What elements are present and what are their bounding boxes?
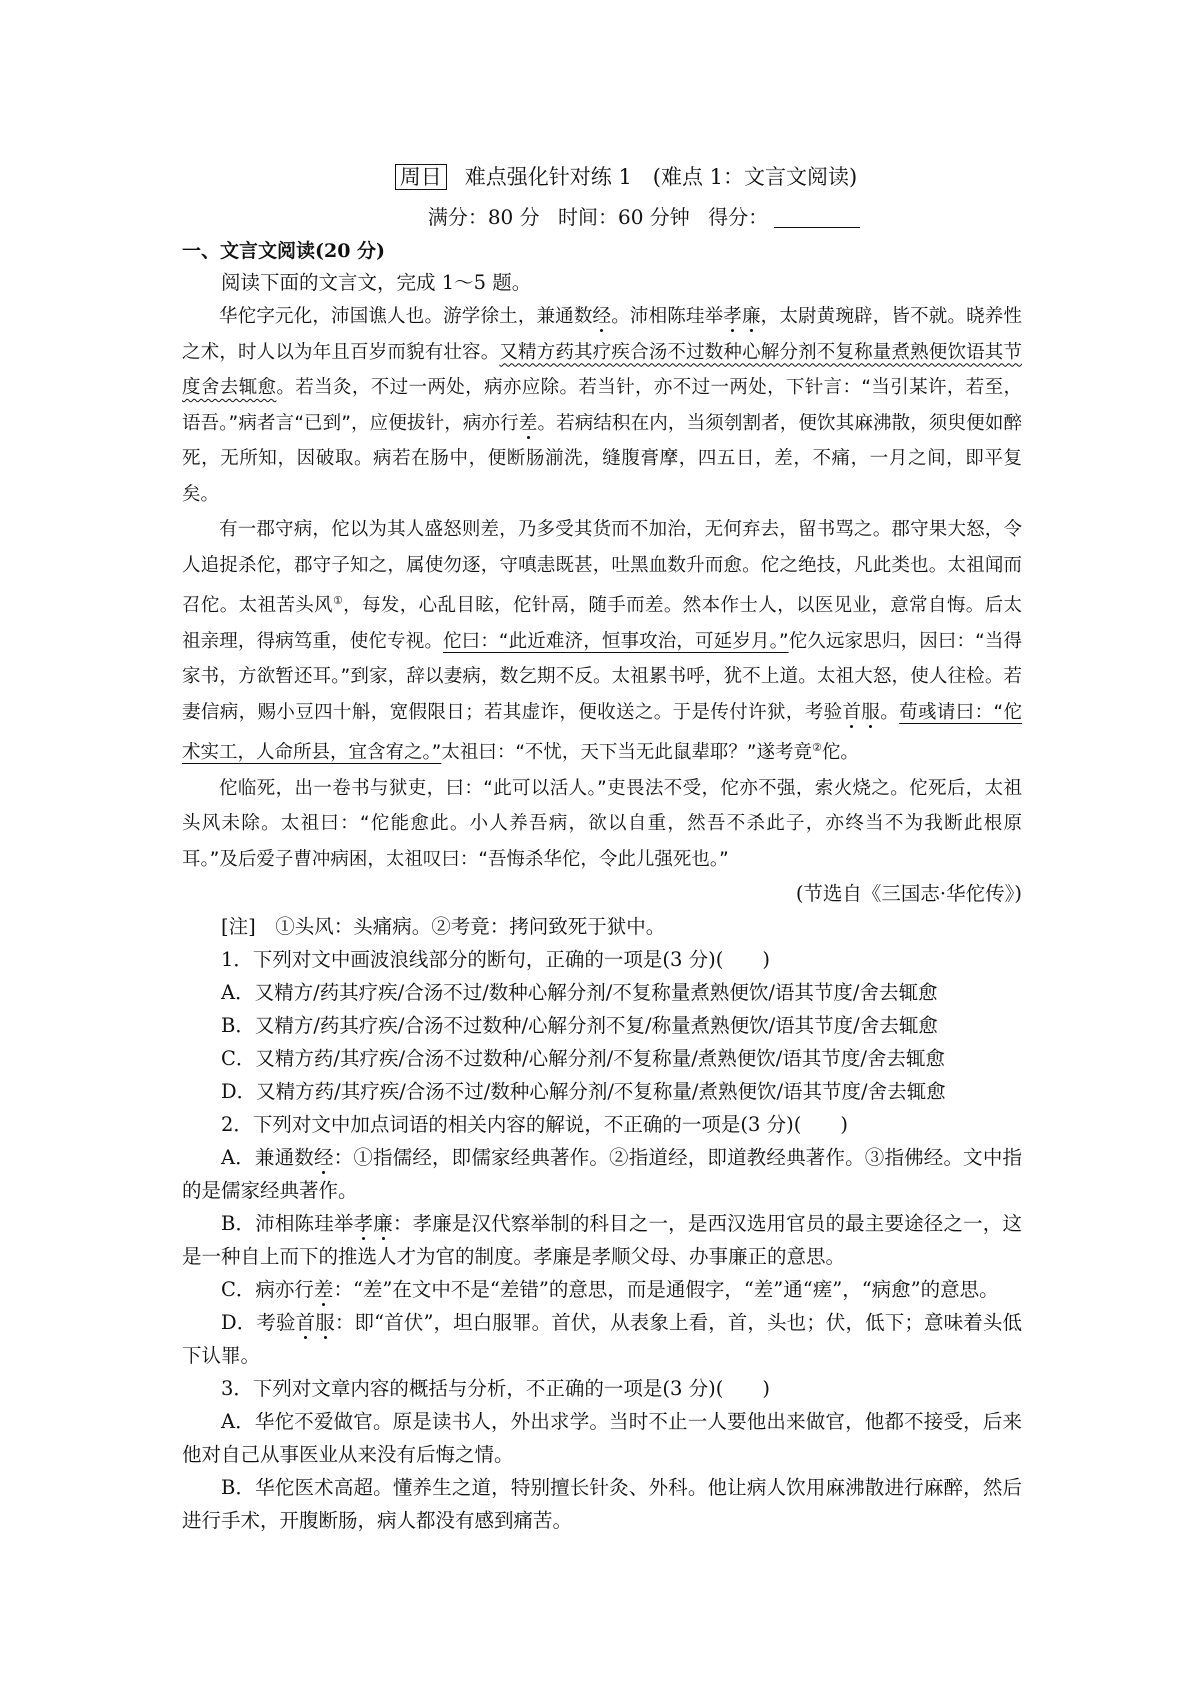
question-3 bbox=[182, 1372, 1022, 1537]
question-stem: 3．下列对文章内容的概括与分析，不正确的一项是(3 分)( ) bbox=[221, 1377, 770, 1401]
option-a: A．华佗不爱做官。原是读书人，外出求学。当时不止一人要他出来做官，他都不接受，后来他对自己从事医业从来没有后悔之情。 bbox=[182, 1410, 1022, 1467]
passage-paragraph-1: 华佗字元化，沛国谯人也。游学徐土，兼通数经。沛相陈珪举孝廉，太尉黄琬辟，皆不就。晓养性之术，时人以为年且百岁而貌有壮容。又精方药其疗疾合汤不过数种心解分剂不复称量煮熟便饮语其节度舍去辄愈。若当灸，不过一两处，病亦应除。若当针，亦不过一两处，下针言：“当引某许，若至，语吾。”病者言“已到”，应便拔针，病亦行差。若病结积在内，当须刳割者，便饮其麻沸散，须臾便如醉死，无所知，因破取。病若在肠中，便断肠湔洗，缝腹膏摩，四五日，差，不痛，一月之间，即平复矣。 bbox=[182, 306, 1022, 505]
option-d: D．考验首服：即“首伏”，坦白服罪。首伏，从表象上看，首，头也；伏，低下；意味着头低下认罪。 bbox=[182, 1311, 1022, 1368]
option-d: D．又精方药/其疗疾/合汤不过/数种心解分剂/不复称量/煮熟便饮/语其节度/舍去辄愈 bbox=[221, 1080, 946, 1104]
passage-paragraph-3: 佗临死，出一卷书与狱吏，曰：“此可以活人。”吏畏法不受，佗亦不强，索火烧之。佗死后，太祖头风未除。太祖曰：“佗能愈此。小人养吾病，欲以自重，然吾不杀此子，亦终当不为我断此根原耳。”及后爱子曹冲病困，太祖叹曰：“吾悔杀华佗，令此儿强死也。” bbox=[182, 777, 1022, 870]
footnote: [注] ①头风：头痛病。②考竟：拷问致死于狱中。 bbox=[221, 915, 666, 939]
page-header bbox=[230, 160, 1022, 194]
option-c: C．病亦行差：“差”在文中不是“差错”的意思，而是通假字，“差”通“瘥”，“病愈”的意思。 bbox=[221, 1278, 999, 1302]
option-c: C．又精方药/其疗疾/合汤不过数种/心解分剂/不复称量/煮熟便饮/语其节度/舍去辄愈 bbox=[221, 1047, 945, 1071]
dotted-char: 经 bbox=[592, 306, 612, 327]
dotted-char: 差 bbox=[313, 1278, 334, 1302]
option-b: B．华佗医术高超。懂养生之道，特别擅长针灸、外科。他让病人饮用麻沸散进行麻醉，然后进行手术，开腹断肠，病人都没有感到痛苦。 bbox=[182, 1476, 1022, 1533]
passage-paragraph-2: 有一郡守病，佗以为其人盛怒则差，乃多受其货而不加治，无何弃去，留书骂之。郡守果大怒，令人追捉杀佗，郡守子知之，属使勿逐，守嗔恚既甚，吐黑血数升而愈。佗之绝技，凡此类也。太祖闻而召佗。太祖苦头风①，每发，心乱目眩，佗针鬲，随手而差。然本作士人，以医见业，意常自悔。后太祖亲理，得病笃重，使佗专视。佗曰：“此近难济，恒事攻治，可延岁月。”佗久远家思归，因曰：“当得家书，方欲暂还耳。”到家，辞以妻病，数乞期不反。太祖累书呼，犹不上道。太祖大怒，使人往检。若妻信病，赐小豆四十斛，宽假限日；若其虚诈，便收送之。于是传付许狱，考验首服。荀彧请曰：“佗术实工，人命所县，宜含宥之。”太祖曰：“不忧，天下当无此鼠辈耶？”遂考竟②佗。 bbox=[182, 519, 1022, 764]
passage-source: (节选自《三国志·华佗传》) bbox=[795, 882, 1022, 906]
dotted-char: 廉 bbox=[741, 306, 761, 327]
dotted-char: 服 bbox=[861, 701, 881, 723]
option-a: A．兼通数经：①指儒经，即儒家经典著作。②指道经，即道教经典著作。③指佛经。文中指的是儒家经典著作。 bbox=[182, 1146, 1022, 1203]
dotted-char: 首 bbox=[295, 1311, 316, 1335]
time-limit: 时间：60 分钟 bbox=[558, 205, 690, 229]
underlined-sentence: 佗曰：“此近难济，恒事攻治，可延岁月。” bbox=[442, 630, 789, 652]
score-label: 得分： bbox=[708, 205, 866, 229]
instruction: 阅读下面的文言文，完成 1～5 题。 bbox=[221, 271, 532, 294]
footnote-ref: ① bbox=[332, 594, 344, 607]
question-stem: 1．下列对文中画波浪线部分的断句，正确的一项是(3 分)( ) bbox=[221, 948, 770, 972]
wavy-underline-text: 又精方药其疗疾合汤不过数种心解分剂不复称量煮熟便饮语其节度舍去辄愈 bbox=[182, 341, 1022, 398]
option-a: A．又精方/药其疗疾/合汤不过/数种心解分剂/不复称量煮熟便饮/语其节度/舍去辄愈 bbox=[221, 981, 938, 1005]
option-b: B．沛相陈珪举孝廉：孝廉是汉代察举制的科目之一，是西汉选用官员的最主要途径之一，这是一种自上而下的推选人才为官的制度。孝廉是孝顺父母、办事廉正的意思。 bbox=[182, 1212, 1022, 1269]
question-stem: 2．下列对文中加点词语的相关内容的解说，不正确的一项是(3 分)( ) bbox=[221, 1113, 848, 1137]
score-line bbox=[272, 200, 1022, 234]
dotted-char: 首 bbox=[842, 701, 862, 723]
section-title: 一、文言文阅读(20 分) bbox=[182, 240, 386, 262]
underlined-sentence: 荀彧请曰：“佗术实工，人命所县，宜含宥之。” bbox=[182, 701, 1022, 764]
day-tag: 周日 bbox=[395, 164, 447, 190]
question-1 bbox=[182, 943, 1022, 1108]
worksheet-content bbox=[182, 160, 1022, 1537]
full-score: 满分：80 分 bbox=[427, 205, 540, 229]
page-title: 难点强化针对练 1 (难点 1：文言文阅读) bbox=[464, 165, 858, 189]
footnote-ref: ② bbox=[812, 741, 822, 755]
dotted-char: 差 bbox=[518, 412, 538, 434]
dotted-char: 廉 bbox=[373, 1212, 393, 1236]
dotted-char: 服 bbox=[315, 1311, 335, 1335]
dotted-char: 经 bbox=[313, 1146, 334, 1170]
dotted-char: 孝 bbox=[723, 306, 742, 327]
question-2 bbox=[182, 1108, 1022, 1372]
option-b: B．又精方/药其疗疾/合汤不过数种/心解分剂不复/称量煮熟便饮/语其节度/舍去辄愈 bbox=[221, 1014, 938, 1038]
score-blank[interactable] bbox=[774, 207, 860, 228]
dotted-char: 孝 bbox=[353, 1212, 374, 1236]
